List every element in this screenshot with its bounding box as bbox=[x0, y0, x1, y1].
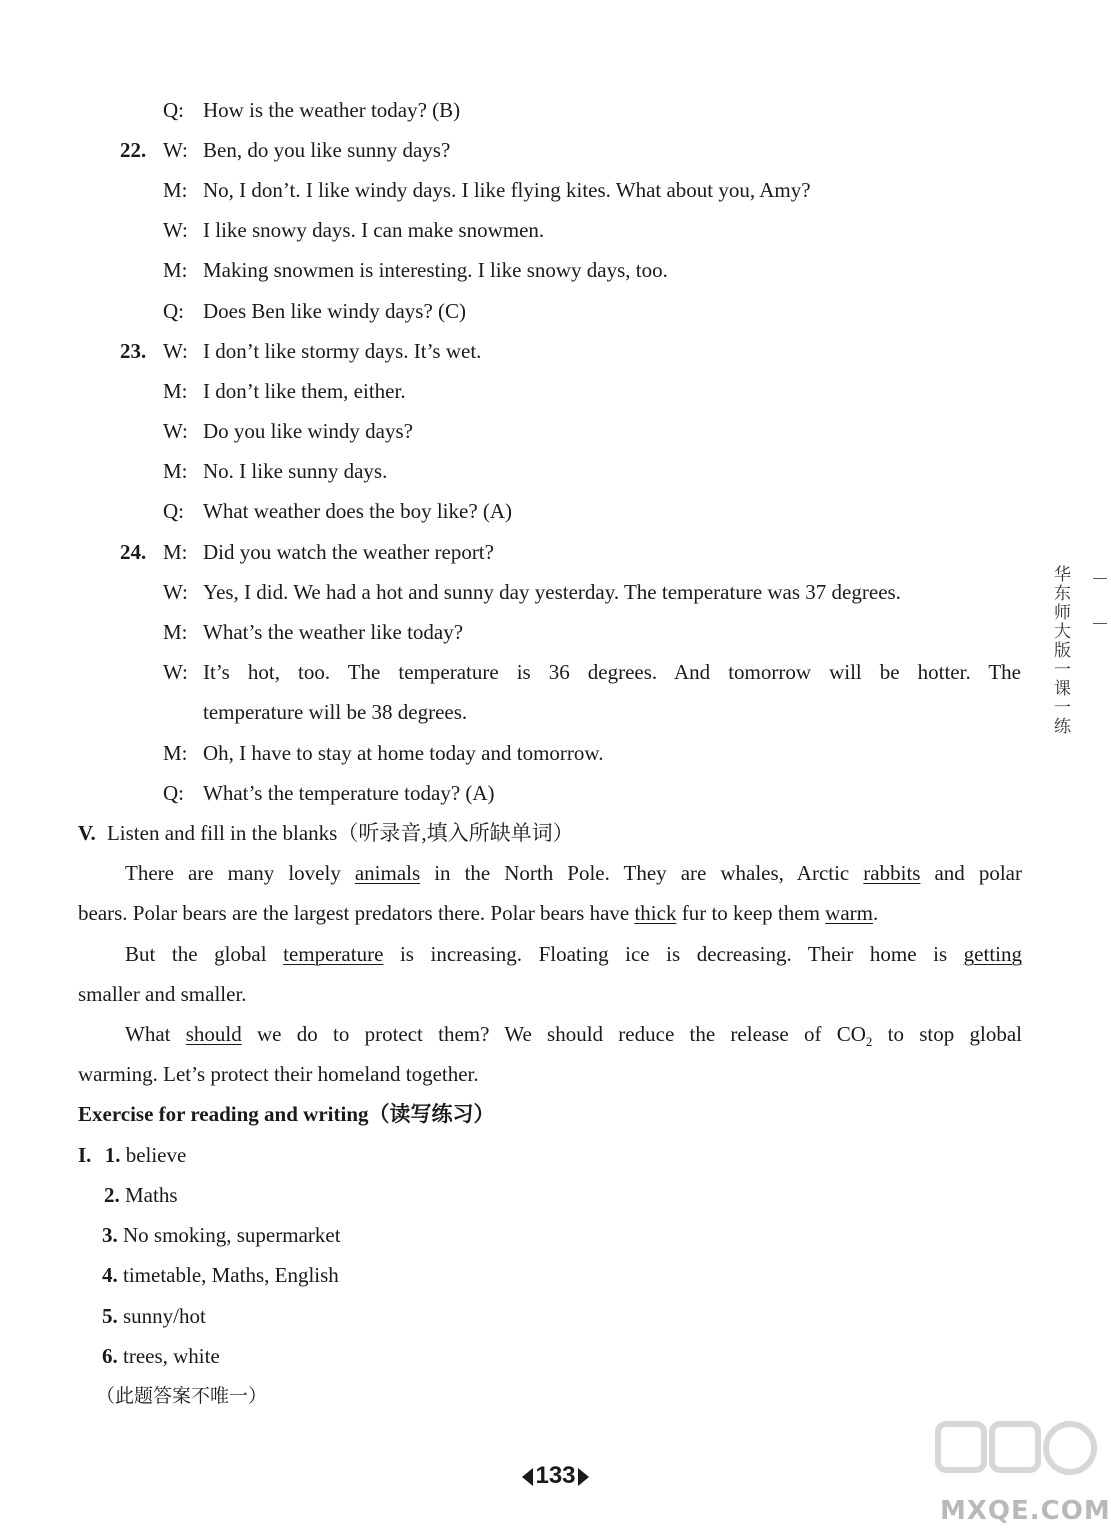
speaker-label: M: bbox=[163, 459, 188, 483]
speaker-label: M: bbox=[163, 379, 188, 403]
paragraph-line bbox=[78, 1061, 1022, 1087]
text: bears. Polar bears are the largest predators there. Polar bears have bbox=[78, 901, 635, 925]
speaker-label: W: bbox=[163, 339, 188, 363]
dialogue-text: Oh, I have to stay at home today and tomorrow. bbox=[203, 741, 604, 765]
speaker-label: W: bbox=[163, 419, 188, 443]
roman-numeral: I. bbox=[78, 1143, 92, 1167]
answer-blank: thick bbox=[634, 901, 677, 925]
answer-note: （此题答案不唯一） bbox=[96, 1385, 268, 1407]
speaker-label: M: bbox=[163, 178, 188, 202]
answer-item bbox=[78, 1142, 186, 1168]
dialogue-text: temperature will be 38 degrees. bbox=[203, 700, 468, 724]
text: warming. Let’s protect their homeland together. bbox=[78, 1062, 479, 1086]
item-number: 4. bbox=[102, 1263, 118, 1287]
answer-item bbox=[102, 1262, 339, 1288]
left-arrow-icon bbox=[522, 1468, 533, 1486]
dialogue-text: No, I don’t. I like windy days. I like flying kites. What about you, Amy? bbox=[203, 178, 811, 202]
paragraph-line bbox=[78, 900, 1022, 926]
dialogue-text: What’s the temperature today? (A) bbox=[203, 781, 495, 805]
item-answer: Maths bbox=[125, 1183, 178, 1207]
text: What bbox=[125, 1022, 186, 1046]
speaker-label: Q: bbox=[163, 299, 184, 323]
item-number: 3. bbox=[102, 1223, 118, 1247]
speaker-label: W: bbox=[163, 580, 188, 604]
dialogue-text: Yes, I did. We had a hot and sunny day yesterday. The temperature was 37 degrees. bbox=[203, 580, 901, 604]
section-heading bbox=[78, 820, 574, 846]
text: to stop global bbox=[872, 1022, 1022, 1046]
side-tab-mark bbox=[1093, 623, 1107, 624]
answer-blank: warm bbox=[825, 901, 873, 925]
text: we do to protect them? We should reduce the release of CO bbox=[241, 1022, 866, 1046]
speaker-label: Q: bbox=[163, 98, 184, 122]
text: smaller and smaller. bbox=[78, 982, 247, 1006]
text: But the global bbox=[125, 942, 284, 966]
dialogue-text: Does Ben like windy days? (C) bbox=[203, 299, 467, 323]
item-answer: No smoking, supermarket bbox=[123, 1223, 341, 1247]
dialogue-text: Do you like windy days? bbox=[203, 419, 413, 443]
page-number-value: 133 bbox=[535, 1462, 576, 1489]
question-number: 23. bbox=[120, 339, 147, 363]
side-tab-mark bbox=[1093, 578, 1107, 579]
speaker-label: W: bbox=[163, 218, 188, 242]
text: and polar bbox=[920, 861, 1022, 885]
answer-blank: animals bbox=[354, 861, 421, 885]
answer-item bbox=[102, 1222, 341, 1248]
dialogue-text: Making snowmen is interesting. I like snowy days, too. bbox=[203, 258, 668, 282]
item-number: 2. bbox=[104, 1183, 120, 1207]
dialogue-text: I don’t like stormy days. It’s wet. bbox=[203, 339, 482, 363]
dialogue-text: What weather does the boy like? (A) bbox=[203, 499, 513, 523]
speaker-label: M: bbox=[163, 540, 188, 564]
question-number: 22. bbox=[120, 138, 147, 162]
dialogue-text: How is the weather today? (B) bbox=[203, 98, 461, 122]
dialogue-text: What’s the weather like today? bbox=[203, 620, 464, 644]
subscript: 2 bbox=[865, 1034, 873, 1050]
item-answer: timetable, Maths, English bbox=[123, 1263, 339, 1287]
side-running-title: 华东师大版一课一练 bbox=[1050, 565, 1070, 736]
watermark-text: MXQE.COM bbox=[940, 1496, 1111, 1526]
speaker-label: W: bbox=[163, 138, 188, 162]
dialogue-text: I like snowy days. I can make snowmen. bbox=[203, 218, 545, 242]
section-number: V. bbox=[78, 821, 96, 845]
speaker-label: W: bbox=[163, 660, 188, 684]
text: in the North Pole. They are whales, Arctic bbox=[420, 861, 864, 885]
item-number: 5. bbox=[102, 1304, 118, 1328]
item-number: 6. bbox=[102, 1344, 118, 1368]
paragraph-line bbox=[125, 941, 1022, 967]
question-number: 24. bbox=[120, 540, 147, 564]
dialogue-text: Did you watch the weather report? bbox=[203, 540, 494, 564]
right-arrow-icon bbox=[578, 1468, 589, 1486]
answer-blank: should bbox=[185, 1022, 242, 1046]
item-answer: trees, white bbox=[123, 1344, 220, 1368]
answer-item bbox=[104, 1182, 178, 1208]
answer-blank: rabbits bbox=[863, 861, 921, 885]
dialogue-text: Ben, do you like sunny days? bbox=[203, 138, 451, 162]
speaker-label: M: bbox=[163, 620, 188, 644]
text: There are many lovely bbox=[125, 861, 355, 885]
dialogue-text: No. I like sunny days. bbox=[203, 459, 388, 483]
dialogue-text: It’s hot, too. The temperature is 36 degrees. And tomorrow will be hotter. The bbox=[203, 660, 1021, 684]
section-title: Listen and fill in the blanks（听录音,填入所缺单词） bbox=[106, 821, 574, 845]
paragraph-line bbox=[125, 860, 1022, 886]
paragraph-line bbox=[125, 1021, 1022, 1055]
text: . bbox=[873, 901, 879, 925]
answer-item bbox=[102, 1303, 206, 1329]
item-answer: believe bbox=[125, 1143, 187, 1167]
item-answer: sunny/hot bbox=[123, 1304, 206, 1328]
paragraph-line bbox=[78, 981, 1022, 1007]
answer-blank: getting bbox=[963, 942, 1022, 966]
answer-blank: temperature bbox=[283, 942, 384, 966]
text: is increasing. Floating ice is decreasing. Their home is bbox=[383, 942, 964, 966]
reading-heading: Exercise for reading and writing（读写练习） bbox=[78, 1102, 495, 1126]
answer-item bbox=[102, 1343, 220, 1369]
speaker-label: Q: bbox=[163, 499, 184, 523]
speaker-label: Q: bbox=[163, 781, 184, 805]
speaker-label: M: bbox=[163, 258, 188, 282]
dialogue-text: I don’t like them, either. bbox=[203, 379, 406, 403]
speaker-label: M: bbox=[163, 741, 188, 765]
text: fur to keep them bbox=[676, 901, 826, 925]
item-number: 1. bbox=[104, 1143, 121, 1167]
